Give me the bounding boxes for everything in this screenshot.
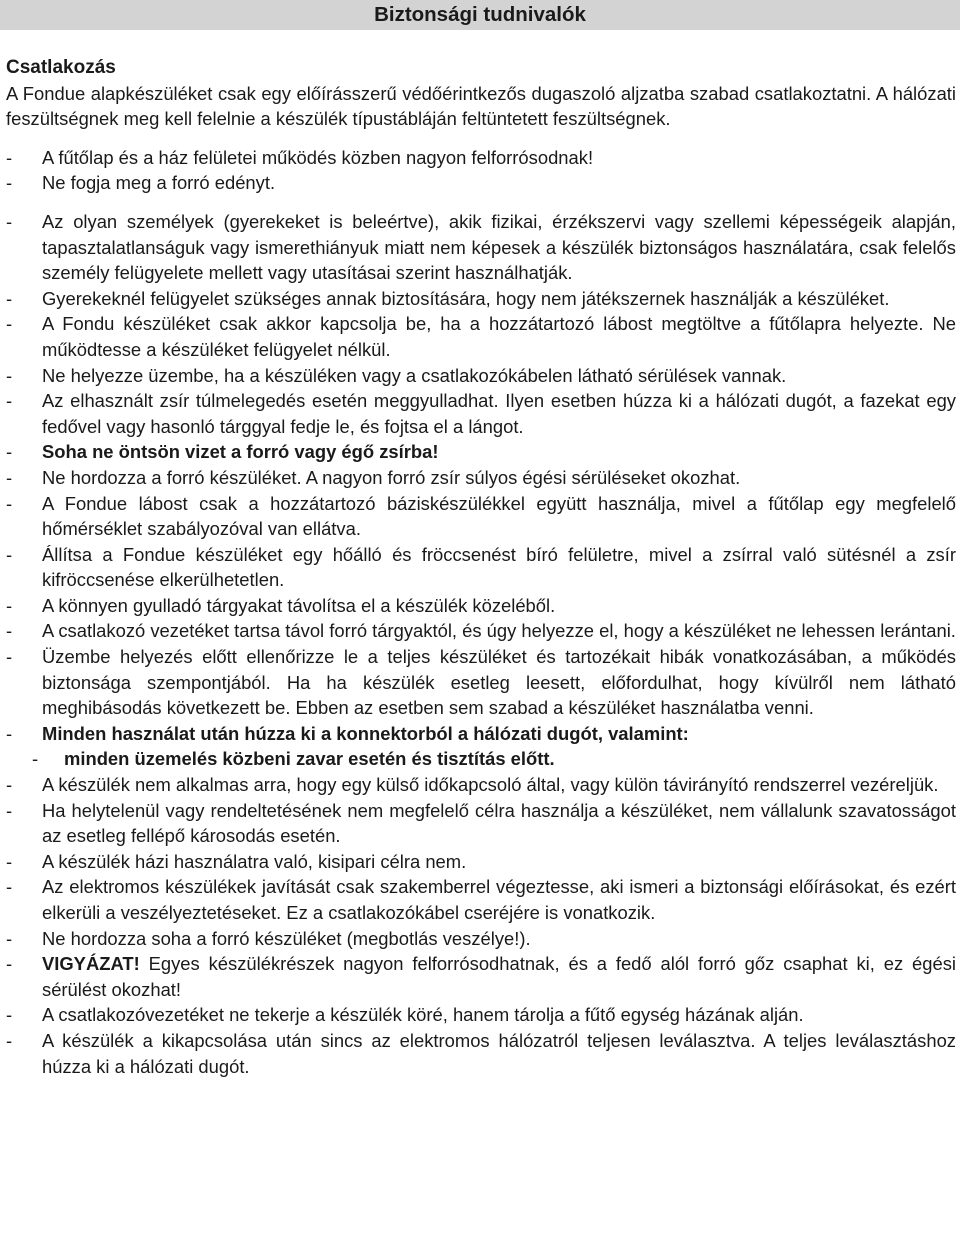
list-item-text: A készülék házi használatra való, kisipari célra nem. <box>42 850 467 872</box>
bullet-dash: - <box>6 466 13 488</box>
bullet-dash: - <box>6 390 13 412</box>
list-item-text: A készülék nem alkalmas arra, hogy egy külső időkapcsoló által, vagy külön távirányító rendszerrel vezéreljük. <box>42 774 939 796</box>
list-item-text: A könnyen gyulladó tárgyakat távolítsa el a készülék közeléből. <box>42 594 556 616</box>
list-item-text: Az elhasznált zsír túlmelegedés esetén meggyulladhat. Ilyen esetben húzza ki a hálózati dugót, a fazekat egy fedővel vagy hasonló tárggyal fedje le, és fojtsa el a lángot. <box>42 390 956 437</box>
list-item <box>6 798 956 849</box>
bullet-dash: - <box>6 799 13 821</box>
list-item <box>6 286 956 312</box>
bullet-dash: - <box>6 364 13 386</box>
list-item <box>6 746 956 772</box>
list-item-text: Gyerekeknél felügyelet szükséges annak biztosítására, hogy nem játékszernek használják a készüléket. <box>42 287 890 309</box>
list-item-text: Üzembe helyezés előtt ellenőrizze le a teljes készüléket és tartozékait hibák vonatkozásában, a működés biztonsága szempontjából. Ha ha készülék esetleg leesett, előfordulhat, hogy kívülről nem látható meghibásodás következett be. Ebben az esetben sem szabad a készüléket használatba venni. <box>42 646 956 719</box>
content-area <box>6 55 956 1079</box>
list-item-text: A csatlakozóvezetéket ne tekerje a készülék köré, hanem tárolja a fűtő egység házának alján. <box>42 1004 804 1026</box>
list-item-text: A fűtőlap és a ház felületei működés közben nagyon felforrósodnak! <box>42 146 594 168</box>
page-title: Biztonsági tudnivalók <box>0 0 960 30</box>
bullet-dash: - <box>6 287 13 309</box>
list-item-text: A Fondue lábost csak a hozzátartozó báziskészülékkel együtt használja, mivel a fűtőlap egy megfelelő hőmérséklet szabályozóval van ellátva. <box>42 492 956 540</box>
list-item <box>6 593 956 619</box>
list-item <box>6 209 956 286</box>
list-item-text: Egyes készülékrészek nagyon felforrósodhatnak, és a fedő alól forró gőz csaphat ki, ez égési sérülést okozhat! <box>42 953 956 1000</box>
list-item <box>6 849 956 875</box>
list-item <box>6 388 956 439</box>
list-item <box>6 542 956 593</box>
list-item-text: minden üzemelés közbeni zavar esetén és tisztítás előtt. <box>64 748 555 770</box>
bullet-dash: - <box>6 953 13 975</box>
bullet-dash: - <box>6 1004 13 1026</box>
list-item-text: Ne fogja meg a forró edényt. <box>42 172 276 194</box>
list-item <box>6 465 956 491</box>
list-item <box>6 170 956 196</box>
list-item-text: Ne hordozza soha a forró készüléket (megbotlás veszélye!). <box>42 927 531 949</box>
list-item-text: Soha ne öntsön vizet a forró vagy égő zsírba! <box>42 441 439 463</box>
list-item-text: Az elektromos készülékek javítását csak szakemberrel végeztesse, aki ismeri a biztonsági előírásokat, és ezért elkerüli a veszélyeztetéseket. Ez a csatlakozókábel cseréjére is vonatkozik. <box>42 876 956 923</box>
bullet-dash: - <box>6 927 13 949</box>
list-item-text: Állítsa a Fondue készüléket egy hőálló és fröccsenést bíró felületre, mivel a zsírral való sütésnél a zsír kifröccsenése elkerülhetetlen. <box>42 543 956 591</box>
warning-lead: VIGYÁZAT! <box>42 953 140 975</box>
bullet-dash: - <box>6 313 13 335</box>
list-item <box>6 644 956 721</box>
safety-list <box>6 145 956 1079</box>
bullet-dash: - <box>6 172 13 194</box>
bullet-dash: - <box>32 748 39 770</box>
list-item <box>6 721 956 747</box>
bullet-dash: - <box>6 876 13 898</box>
list-item <box>6 951 956 1002</box>
list-item-text: Ne helyezze üzembe, ha a készüléken vagy a csatlakozókábelen látható sérülések vannak. <box>42 364 787 386</box>
list-item-text: A Fondu készüléket csak akkor kapcsolja be, ha a hozzátartozó lábost megtöltve a fűtőlapra helyezte. Ne működtesse a készüléket felügyelet nélkül. <box>42 313 956 360</box>
list-item <box>6 874 956 925</box>
bullet-dash: - <box>6 722 13 744</box>
bullet-dash: - <box>6 646 13 668</box>
list-item-text: Minden használat után húzza ki a konnektorból a hálózati dugót, valamint: <box>42 722 689 744</box>
bullet-dash: - <box>6 850 13 872</box>
bullet-dash: - <box>6 441 13 463</box>
list-item-text: A csatlakozó vezetéket tartsa távol forró tárgyaktól, és úgy helyezze el, hogy a készüléket ne lehessen lerántani. <box>42 620 956 642</box>
bullet-dash: - <box>6 146 13 168</box>
list-item <box>6 618 956 644</box>
list-item <box>6 772 956 798</box>
bullet-dash: - <box>6 543 13 565</box>
list-item <box>6 491 956 542</box>
bullet-dash: - <box>6 210 13 232</box>
list-item <box>6 311 956 362</box>
intro-paragraph: A Fondue alapkészüléket csak egy előírásszerű védőérintkezős dugaszoló aljzatba szabad csatlakoztatni. A hálózati feszültségnek meg kell felelnie a készülék típustábláján feltüntetett feszültségnek. <box>6 82 956 130</box>
bullet-dash: - <box>6 774 13 796</box>
list-item <box>6 439 956 465</box>
bullet-dash: - <box>6 620 13 642</box>
list-item <box>6 1002 956 1028</box>
list-item <box>6 145 956 171</box>
list-item-text: A készülék a kikapcsolása után sincs az elektromos hálózatról teljesen leválasztva. A teljes leválasztáshoz húzza ki a hálózati dugót. <box>42 1029 956 1077</box>
bullet-dash: - <box>6 492 13 514</box>
list-item-text: Az olyan személyek (gyerekeket is beleértve), akik fizikai, érzékszervi vagy szellemi képességeik alapján, tapasztalatlanságuk vagy ismerethiányuk miatt nem képesek a készülék biztonságos használatára, csak felelős személy felügyelete mellett vagy utasításai szerint használhatják. <box>42 210 956 284</box>
section-heading: Csatlakozás <box>6 57 116 78</box>
bullet-dash: - <box>6 1029 13 1051</box>
bullet-dash: - <box>6 594 13 616</box>
list-item-text: Ne hordozza a forró készüléket. A nagyon forró zsír súlyos égési sérüléseket okozhat. <box>42 466 741 488</box>
list-item-text: Ha helytelenül vagy rendeltetésének nem megfelelő célra használja a készüléket, nem vállalunk szavatosságot az esetleg fellépő károsodás esetén. <box>42 799 956 847</box>
list-item <box>6 926 956 952</box>
list-item <box>6 1028 956 1079</box>
list-item <box>6 363 956 389</box>
